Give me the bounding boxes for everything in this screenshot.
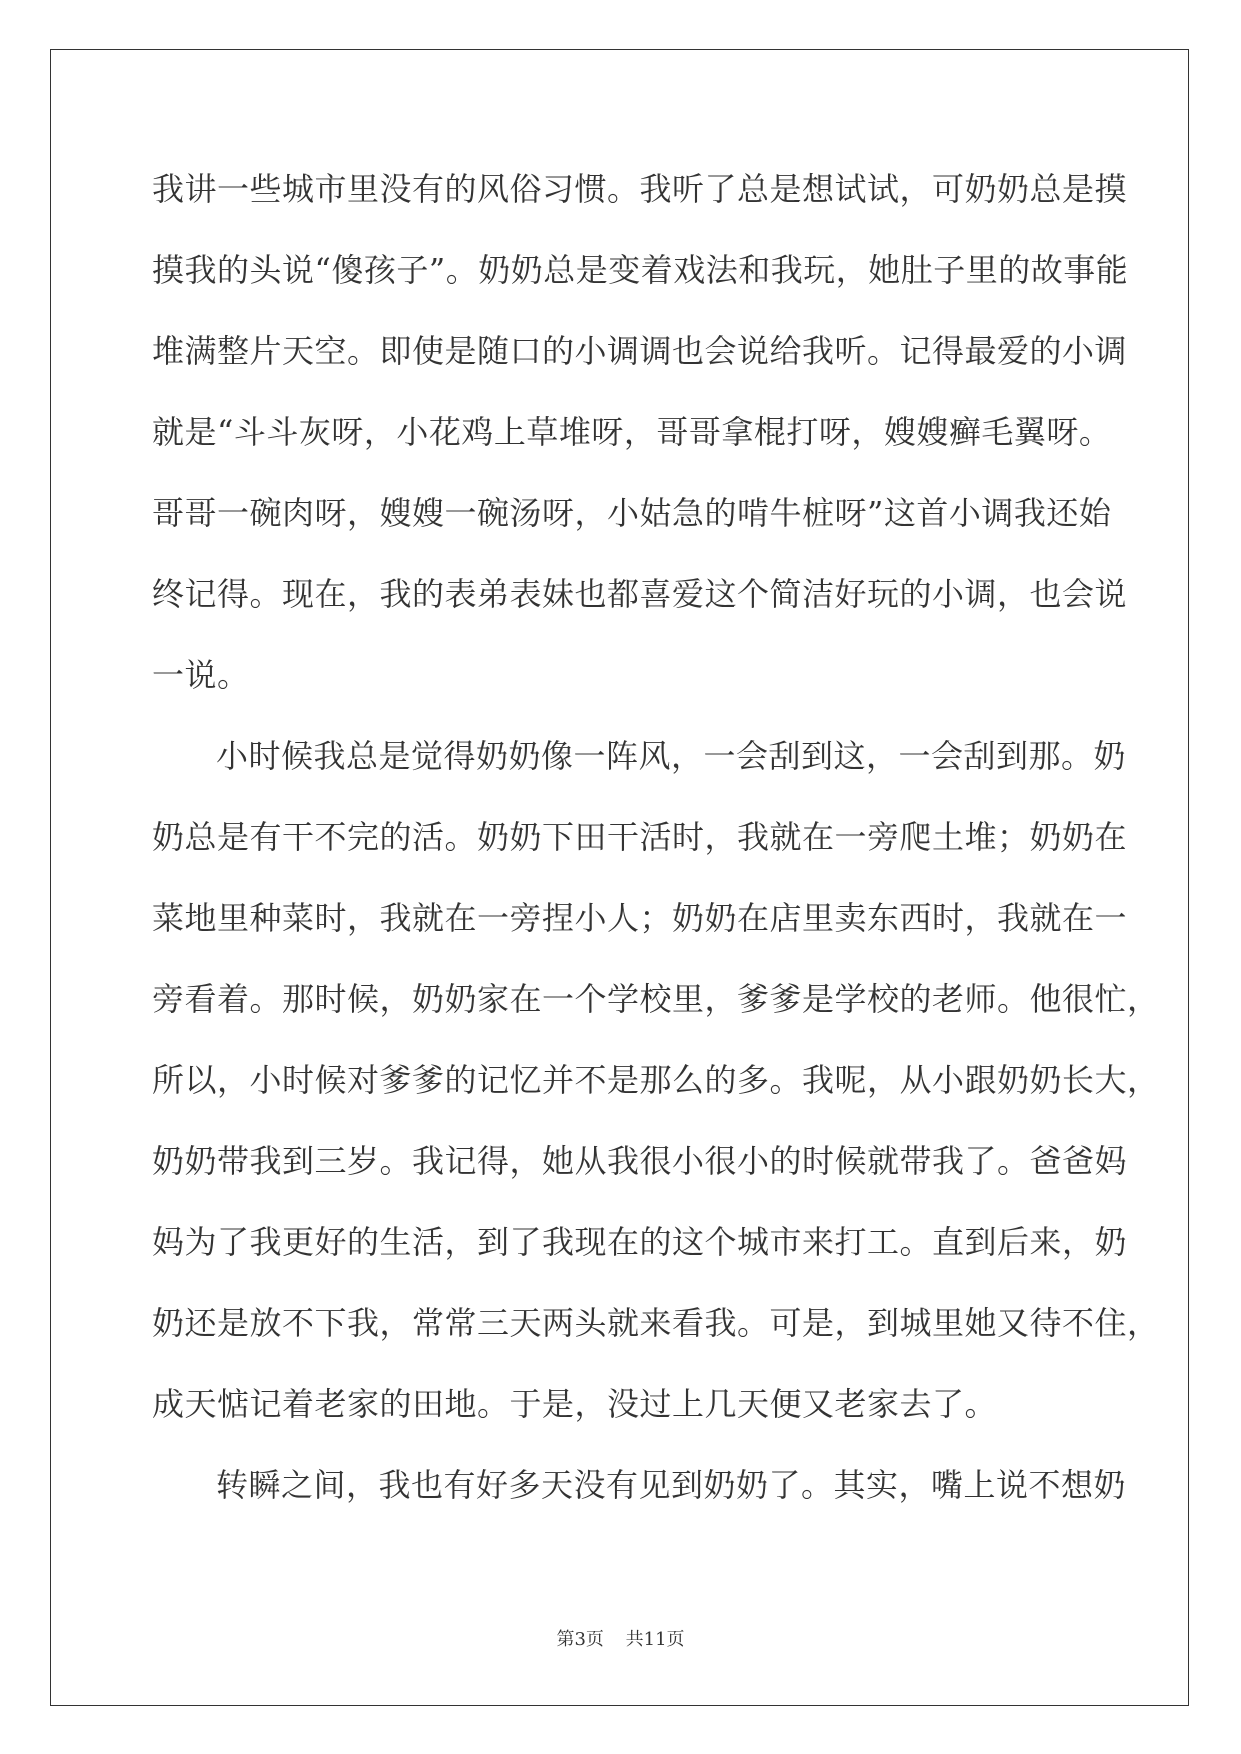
text-line: 一说。 — [152, 656, 250, 694]
text-line: 堆满整片天空。即使是随口的小调调也会说给我听。记得最爱的小调 — [152, 332, 1128, 370]
text-line: 奶总是有干不完的活。奶奶下田干活时，我就在一旁爬土堆；奶奶在 — [152, 818, 1128, 856]
text-line: 菜地里种菜时，我就在一旁捏小人；奶奶在店里卖东西时，我就在一 — [152, 899, 1128, 937]
text-line: 成天惦记着老家的田地。于是，没过上几天便又老家去了。 — [152, 1385, 998, 1423]
page-footer — [0, 1625, 1241, 1651]
text-line: 就是“斗斗灰呀，小花鸡上草堆呀，哥哥拿棍打呀，嫂嫂癣毛翼呀。 — [152, 413, 1112, 451]
page-total: 共11页 — [625, 1629, 685, 1650]
paragraph-start-line: 转瞬之间，我也有好多天没有见到奶奶了。其实，嘴上说不想奶 — [216, 1466, 1127, 1504]
text-line: 奶还是放不下我，常常三天两头就来看我。可是，到城里她又待不住， — [152, 1304, 1160, 1342]
text-line: 奶奶带我到三岁。我记得，她从我很小很小的时候就带我了。爸爸妈 — [152, 1142, 1128, 1180]
text-line: 所以，小时候对爹爹的记忆并不是那么的多。我呢，从小跟奶奶长大， — [152, 1061, 1160, 1099]
text-line: 摸我的头说“傻孩子”。奶奶总是变着戏法和我玩，她肚子里的故事能 — [152, 251, 1129, 289]
text-line: 终记得。现在，我的表弟表妹也都喜爱这个简洁好玩的小调，也会说 — [152, 575, 1128, 613]
page-number: 第3页 — [556, 1629, 604, 1650]
text-line: 哥哥一碗肉呀，嫂嫂一碗汤呀，小姑急的啃牛桩呀”这首小调我还始 — [152, 494, 1112, 532]
text-line: 妈为了我更好的生活，到了我现在的这个城市来打工。直到后来，奶 — [152, 1223, 1128, 1261]
text-line: 旁看着。那时候，奶奶家在一个学校里，爹爹是学校的老师。他很忙， — [152, 980, 1160, 1018]
paragraph-start-line: 小时候我总是觉得奶奶像一阵风，一会刮到这，一会刮到那。奶 — [216, 737, 1127, 775]
document-body — [152, 164, 1160, 1541]
text-line: 我讲一些城市里没有的风俗习惯。我听了总是想试试，可奶奶总是摸 — [152, 170, 1128, 208]
